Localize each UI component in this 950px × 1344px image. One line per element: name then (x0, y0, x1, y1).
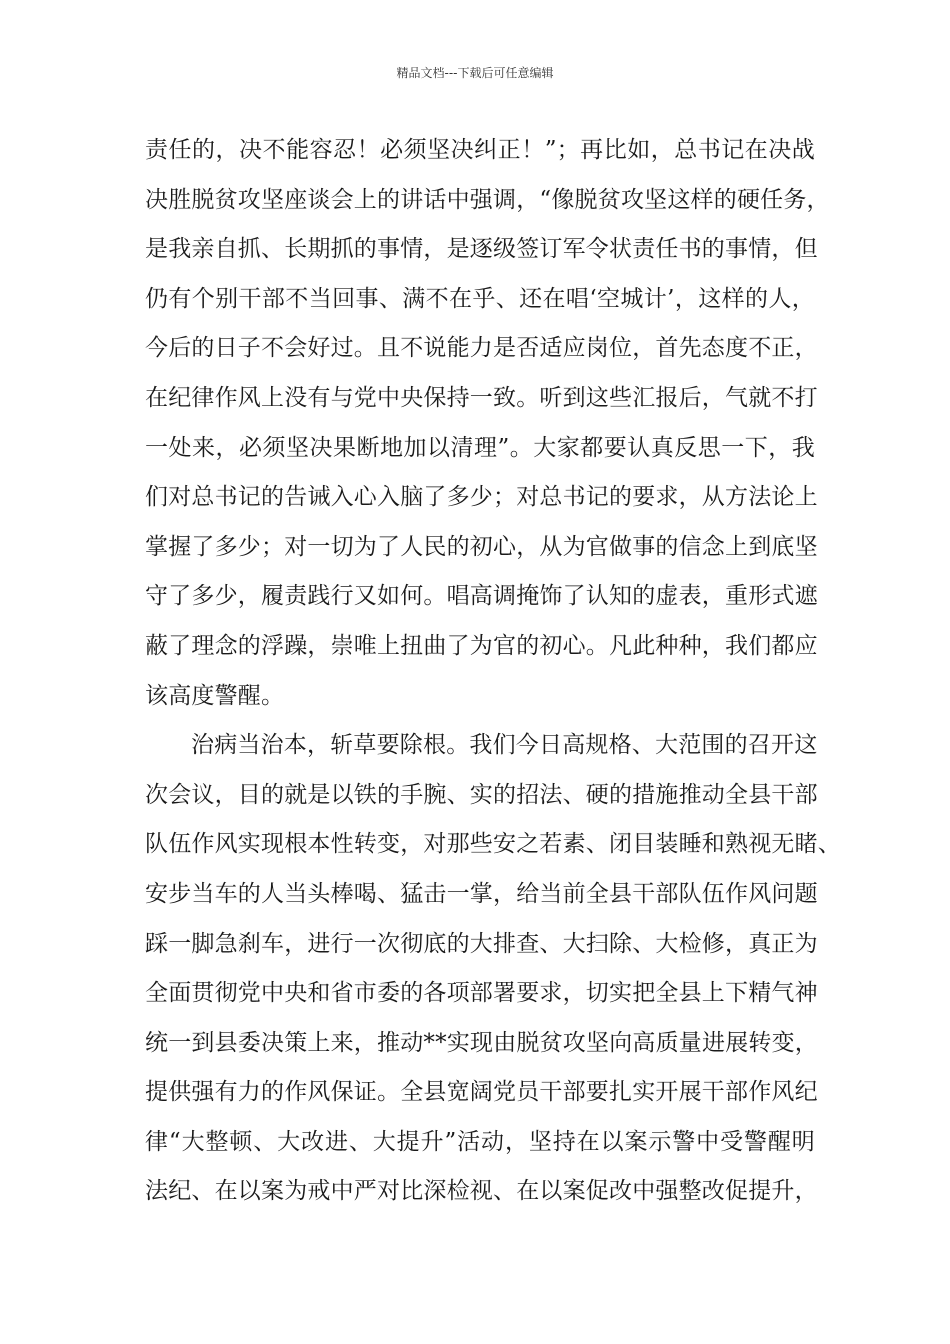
page-header: 精品文档---下载后可任意编辑 (396, 66, 554, 80)
paragraph-2 (145, 721, 841, 1217)
text-line: 今后的日子不会好过。且不说能力是否适应岗位，首先态度不正， (145, 335, 818, 362)
paragraph-1 (145, 126, 830, 721)
text-line-last: 该高度警醒。 (145, 682, 285, 709)
text-line: 们对总书记的告诫入心入脑了多少；对总书记的要求，从方法论上 (145, 484, 818, 511)
text-line: 全面贯彻党中央和省市委的各项部署要求，切实把全县上下精气神 (145, 980, 818, 1007)
text-line: 统一到县委决策上来，推动**实现由脱贫攻坚向高质量进展转变， (145, 1029, 818, 1056)
text-line: 决胜脱贫攻坚座谈会上的讲话中强调，“像脱贫攻坚这样的硬任务， (145, 186, 830, 213)
text-line: 提供强有力的作风保证。全县宽阔党员干部要扎实开展干部作风纪 (145, 1079, 818, 1106)
text-line: 蔽了理念的浮躁，崇唯上扭曲了为官的初心。凡此种种，我们都应 (145, 632, 818, 659)
text-line: 踩一脚急刹车，进行一次彻底的大排查、大扫除、大检修，真正为 (145, 930, 818, 957)
text-line: 次会议，目的就是以铁的手腕、实的招法、硬的措施推动全县干部 (145, 781, 818, 808)
text-line-first: 治病当治本，斩草要除根。我们今日高规格、大范围的召开这 (191, 732, 818, 759)
text-line: 责任的，决不能容忍！必须坚决纠正！”；再比如，总书记在决战 (145, 137, 815, 163)
text-line: 队伍作风实现根本性转变，对那些安之若素、闭目装睡和熟视无睹、 (145, 831, 841, 858)
document-body (145, 126, 841, 1217)
text-line: 律“大整顿、大改进、大提升”活动，坚持在以案示警中受警醒明 (145, 1128, 815, 1155)
text-line: 仍有个别干部不当回事、满不在乎、还在唱‘空城计’，这样的人， (145, 285, 815, 312)
text-line: 法纪、在以案为戒中严对比深检视、在以案促改中强整改促提升， (145, 1178, 818, 1205)
text-line: 掌握了多少；对一切为了人民的初心，从为官做事的信念上到底坚 (145, 533, 818, 560)
text-line: 在纪律作风上没有与党中央保持一致。听到这些汇报后，气就不打 (145, 384, 818, 411)
text-line: 是我亲自抓、长期抓的事情，是逐级签订军令状责任书的事情，但 (145, 236, 818, 263)
text-line: 安步当车的人当头棒喝、猛击一掌，给当前全县干部队伍作风问题 (145, 880, 818, 907)
text-line: 守了多少，履责践行又如何。唱高调掩饰了认知的虚表，重形式遮 (145, 583, 818, 610)
text-line: 一处来，必须坚决果断地加以清理”。大家都要认真反思一下，我 (145, 434, 815, 461)
